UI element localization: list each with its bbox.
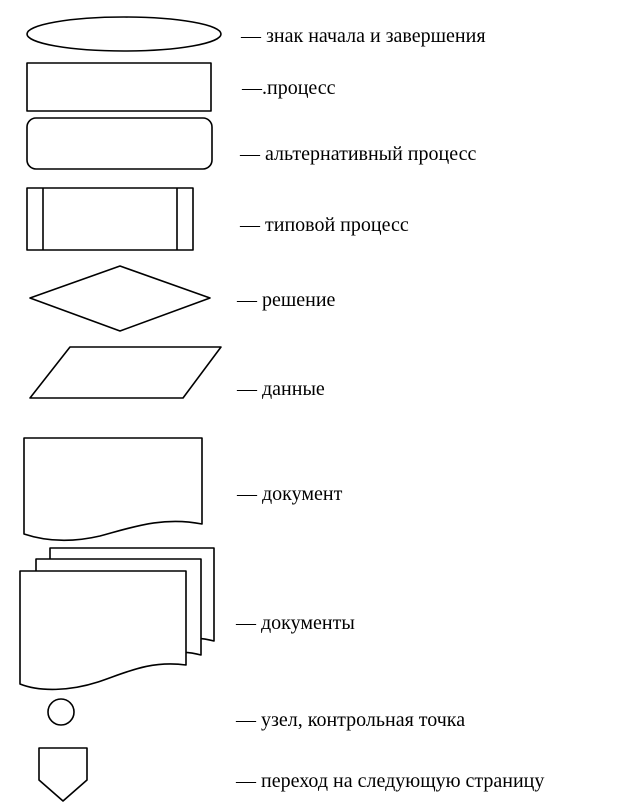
off-page-connector-label: — переход на следующую страницу bbox=[236, 770, 545, 792]
predefined-process-shape bbox=[27, 188, 193, 250]
connector-label: — узел, контрольная точка bbox=[236, 709, 466, 731]
terminator-ellipse-shape bbox=[27, 17, 221, 51]
multiple-documents-shape bbox=[20, 548, 214, 689]
document-label: — документ bbox=[237, 483, 343, 505]
alternative-process-shape bbox=[27, 118, 212, 169]
multiple-documents-label: — документы bbox=[236, 612, 355, 634]
predefined-process-label: — типовой процесс bbox=[240, 214, 409, 236]
data-label: — данные bbox=[237, 378, 325, 400]
alternative-process-label: — альтернативный процесс bbox=[240, 143, 477, 165]
process-rectangle-shape bbox=[27, 63, 211, 111]
terminator-label: — знак начала и завершения bbox=[241, 25, 486, 47]
decision-diamond-shape bbox=[30, 266, 210, 331]
process-label: —.процесс bbox=[242, 77, 336, 99]
data-parallelogram-shape bbox=[30, 347, 221, 398]
off-page-connector-shape bbox=[39, 748, 87, 801]
connector-circle-shape bbox=[48, 699, 74, 725]
decision-label: — решение bbox=[237, 289, 336, 311]
document-shape bbox=[24, 438, 202, 540]
